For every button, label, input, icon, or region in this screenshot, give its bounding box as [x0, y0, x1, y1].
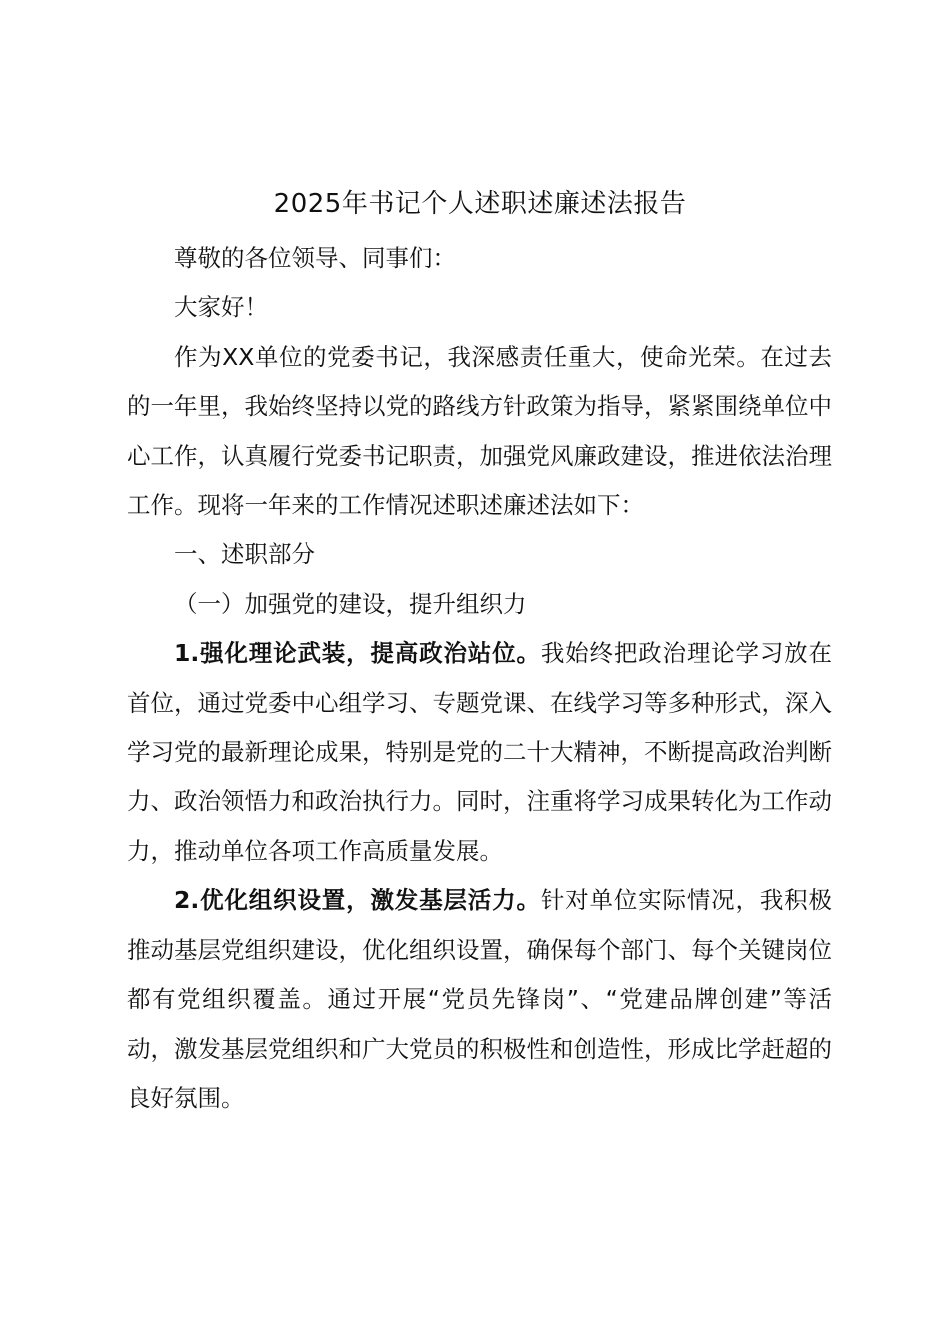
subsection-heading: （一）加强党的建设，提升组织力 — [174, 589, 527, 618]
item-paragraph-2 — [127, 876, 832, 1123]
document-title: 2025年书记个人述职述廉述法报告 — [273, 189, 687, 219]
item-paragraph-1 — [127, 629, 832, 876]
intro-paragraph: 作为XX单位的党委书记，我深感责任重大，使命光荣。在过去的一年里，我始终坚持以党的路线方针政策为指导，紧紧围绕单位中心工作，认真履行党委书记职责，加强党风廉政建设，推进依法治理工作。现将一年来的工作情况述职述廉述法如下： — [127, 342, 832, 520]
section-heading: 一、述职部分 — [174, 540, 315, 569]
item-2-text: 针对单位实际情况，我积极推动基层党组织建设，优化组织设置，确保每个部门、每个关键岗位都有党组织覆盖。通过开展“党员先锋岗”、“党建品牌创建”等活动，激发基层党组织和广大党员的积极性和创造性，形成比学赶超的良好氛围。 — [127, 886, 833, 1112]
item-1-text: 我始终把政治理论学习放在首位，通过党委中心组学习、专题党课、在线学习等多种形式，深入学习党的最新理论成果，特别是党的二十大精神，不断提高政治判断力、政治领悟力和政治执行力。同时，注重将学习成果转化为工作动力，推动单位各项工作高质量发展。 — [127, 639, 833, 865]
item-2-lead: 2.优化组织设置，激发基层活力。 — [174, 886, 541, 915]
greeting: 大家好！ — [174, 293, 268, 322]
item-1-lead: 1.强化理论武装，提高政治站位。 — [174, 639, 541, 668]
document-body — [127, 234, 832, 1123]
salutation: 尊敬的各位领导、同事们： — [174, 244, 456, 272]
